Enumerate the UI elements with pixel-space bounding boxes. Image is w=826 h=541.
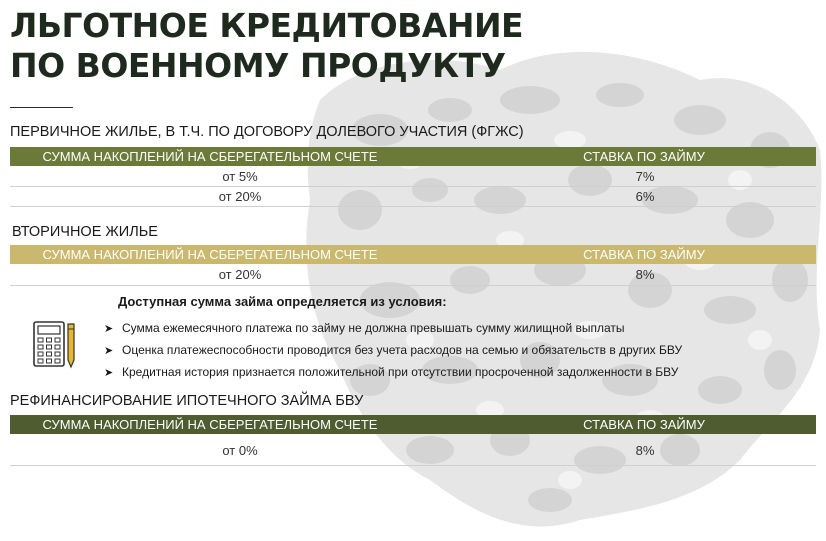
row-divider <box>10 285 816 286</box>
list-item <box>104 363 682 385</box>
table-row <box>10 167 816 186</box>
condition-text: Сумма ежемесячного платежа по займу не должна превышать сумму жилищной выплаты <box>122 321 625 335</box>
row-amount: от 20% <box>218 189 262 204</box>
page-title-line-1: ЛЬГОТНОЕ КРЕДИТОВАНИЕ <box>10 6 524 45</box>
row-rate: 7% <box>635 169 655 184</box>
arrow-bullet-icon: ➤ <box>104 323 114 335</box>
conditions-list <box>104 319 682 385</box>
section-refinancing-header <box>10 415 816 434</box>
page-title-line-2: ПО ВОЕННОМУ ПРОДУКТУ <box>10 46 506 85</box>
row-divider <box>10 465 816 466</box>
conditions-title: Доступная сумма займа определяется из условия: <box>118 294 447 309</box>
section-primary-housing-header <box>10 147 816 166</box>
page-title <box>10 6 523 86</box>
arrow-bullet-icon: ➤ <box>104 345 114 357</box>
table-row <box>10 265 816 284</box>
column-header-rate: СТАВКА ПО ЗАЙМУ <box>583 149 705 164</box>
column-header-savings: СУММА НАКОПЛЕНИЙ НА СБЕРЕГАТЕЛЬНОМ СЧЕТЕ <box>42 417 378 432</box>
condition-text: Кредитная история признается положительной при отсутствии просроченной задолженности в БВУ <box>122 365 679 379</box>
section-refinancing-title: РЕФИНАНСИРОВАНИЕ ИПОТЕЧНОГО ЗАЙМА БВУ <box>10 393 364 409</box>
calculator-pencil-icon <box>32 320 78 370</box>
column-header-savings: СУММА НАКОПЛЕНИЙ НА СБЕРЕГАТЕЛЬНОМ СЧЕТЕ <box>42 247 378 262</box>
row-amount: от 5% <box>222 169 258 184</box>
row-rate: 8% <box>635 267 655 282</box>
column-header-rate: СТАВКА ПО ЗАЙМУ <box>583 247 705 262</box>
column-header-rate: СТАВКА ПО ЗАЙМУ <box>583 417 705 432</box>
row-rate: 6% <box>635 189 655 204</box>
table-row <box>10 187 816 206</box>
section-primary-housing-title: ПЕРВИЧНОЕ ЖИЛЬЕ, В Т.Ч. ПО ДОГОВОРУ ДОЛЕВОГО УЧАСТИЯ (ФГЖС) <box>10 124 524 140</box>
list-item <box>104 341 682 363</box>
condition-text: Оценка платежеспособности проводится без учета расходов на семью и обязательств в других БВУ <box>122 343 683 357</box>
section-secondary-housing-title: ВТОРИЧНОЕ ЖИЛЬЕ <box>12 224 158 240</box>
column-header-savings: СУММА НАКОПЛЕНИЙ НА СБЕРЕГАТЕЛЬНОМ СЧЕТЕ <box>42 149 378 164</box>
section-secondary-housing-header <box>10 245 816 264</box>
arrow-bullet-icon: ➤ <box>104 367 114 379</box>
list-item <box>104 319 682 341</box>
row-amount: от 20% <box>218 267 262 282</box>
row-divider <box>10 206 816 207</box>
row-rate: 8% <box>635 443 655 458</box>
table-row <box>10 441 816 460</box>
row-amount: от 0% <box>222 443 258 458</box>
title-underline <box>10 107 73 108</box>
